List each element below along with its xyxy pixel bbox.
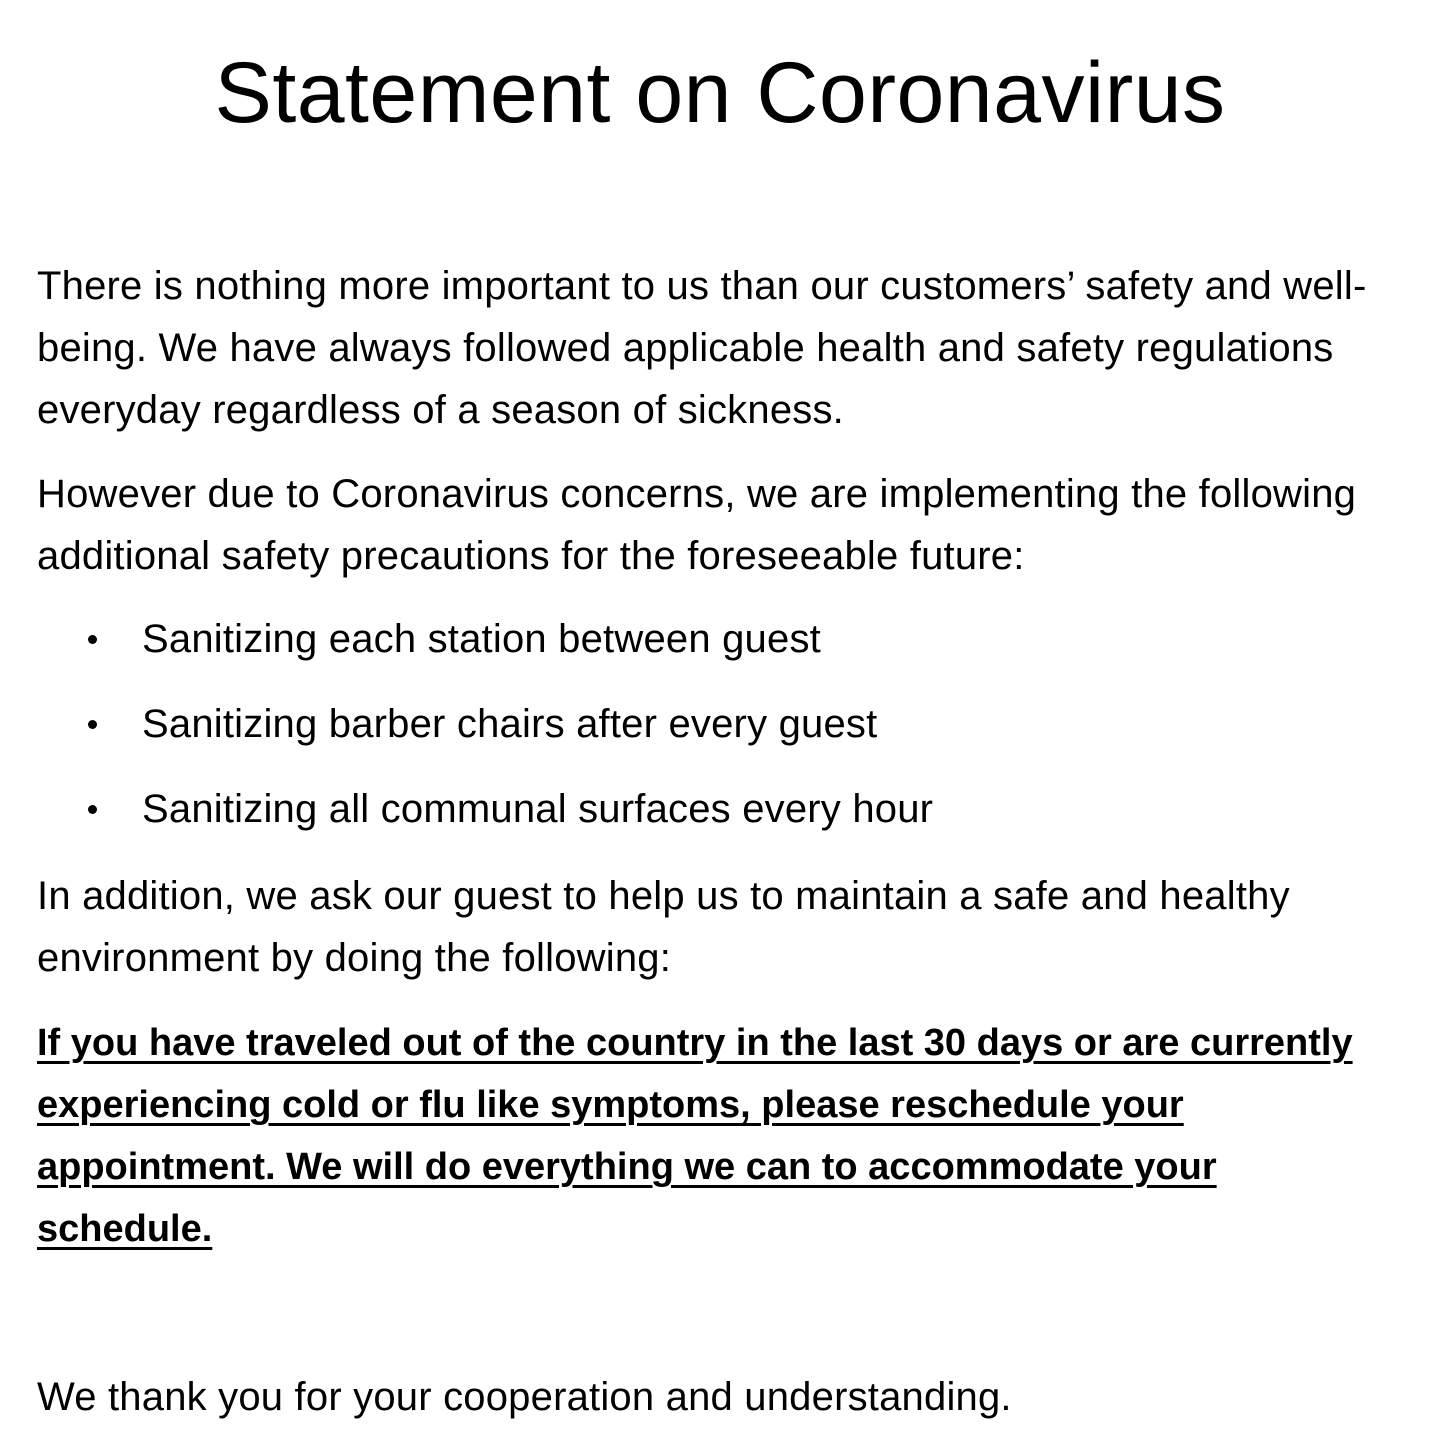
reschedule-notice: If you have traveled out of the country in the last 30 days or are currently experiencing cold or flu like symptoms, please reschedule your appointment. We will do everything we can to accommodate your schedule.	[37, 1022, 1353, 1250]
bullet-icon	[88, 635, 97, 644]
list-item-text: Sanitizing all communal surfaces every hour	[142, 787, 934, 831]
intro-paragraph: There is nothing more important to us than our customers’ safety and well-being. We have always followed applicable health and safety regulations everyday regardless of a season of sickness.	[37, 264, 1367, 432]
precautions-intro-paragraph: However due to Coronavirus concerns, we are implementing the following additional safety precautions for the foreseeable future:	[37, 472, 1357, 578]
list-item-text: Sanitizing barber chairs after every guest	[142, 702, 878, 746]
list-item	[0, 608, 1440, 693]
list-item	[0, 778, 1440, 863]
list-item-text: Sanitizing each station between guest	[142, 617, 821, 661]
closing-line: We thank you for your cooperation and understanding.	[37, 1375, 1012, 1419]
page-title: Statement on Coronavirus	[214, 45, 1226, 141]
list-item	[0, 693, 1440, 778]
precautions-list	[0, 608, 1440, 863]
guest-request-paragraph: In addition, we ask our guest to help us to maintain a safe and healthy environment by doing the following:	[37, 874, 1290, 980]
bullet-icon	[88, 805, 97, 814]
bullet-icon	[88, 720, 97, 729]
